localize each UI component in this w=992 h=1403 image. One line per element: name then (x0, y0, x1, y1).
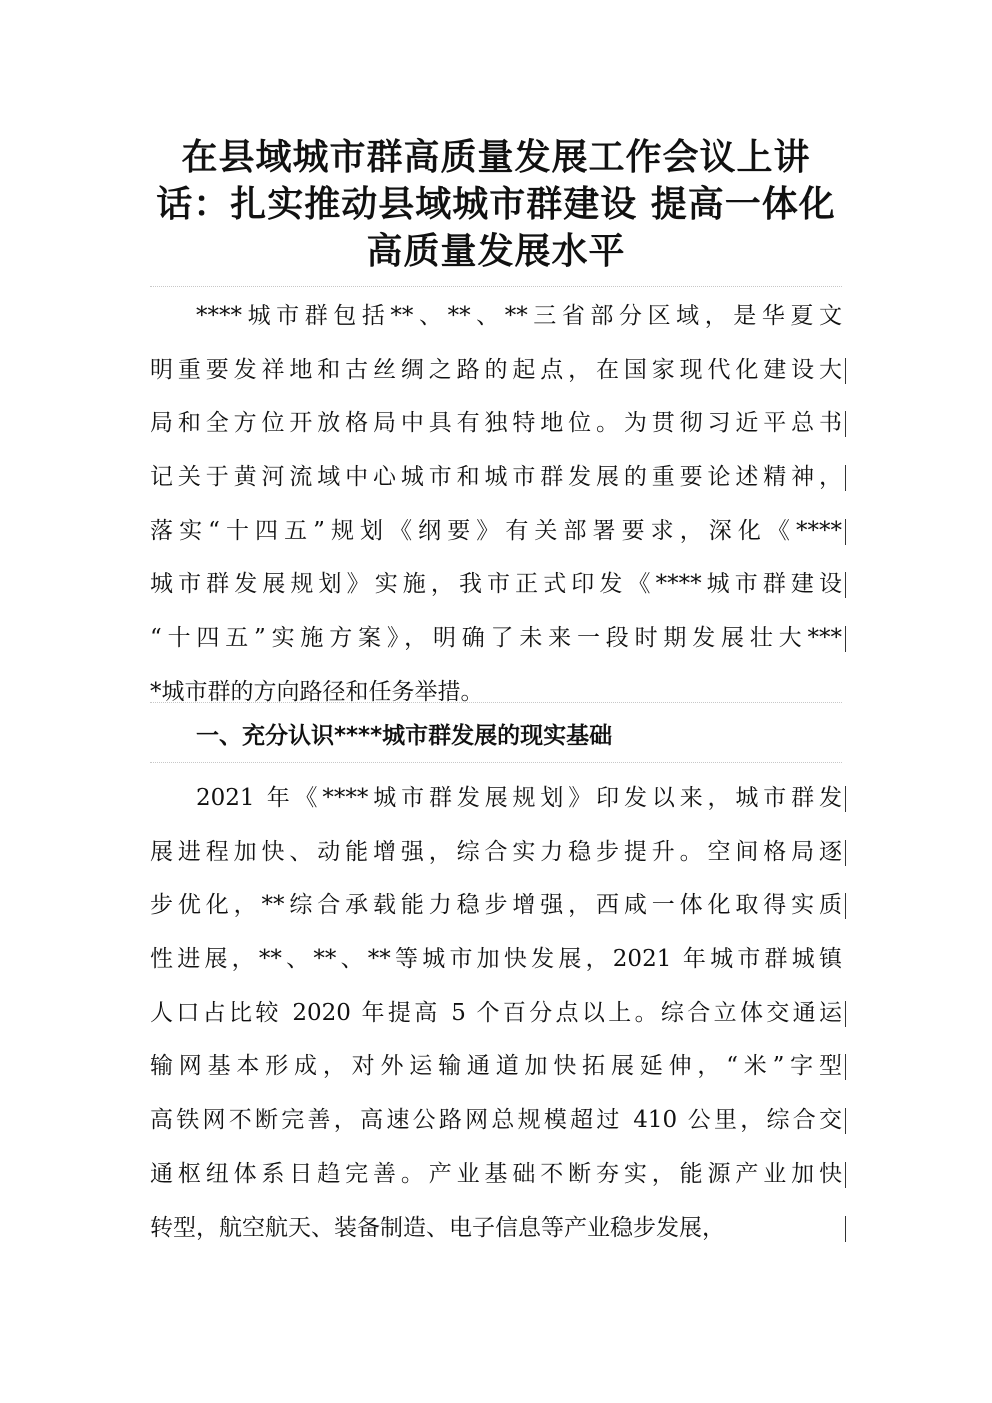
paragraph-line (150, 505, 842, 559)
margin-mark (845, 411, 846, 437)
line-text: 人口占比较 2020 年提高 5 个百分点以上。综合立体交通运 (150, 999, 842, 1026)
margin-mark (845, 893, 846, 919)
title-line: 在县域城市群高质量发展工作会议上讲 (181, 137, 811, 178)
document-title (150, 134, 842, 275)
paragraph-line (150, 772, 842, 826)
line-text: 落实“十四五”规划《纲要》有关部署要求，深化《**** (150, 517, 842, 544)
line-text: 局和全方位开放格局中具有独特地位。为贯彻习近平总书 (150, 410, 842, 437)
paragraph-line (150, 987, 842, 1041)
margin-mark (845, 572, 846, 598)
section-heading: 一、充分认识****城市群发展的现实基础 (196, 723, 613, 749)
paragraph-line (150, 558, 842, 612)
paragraph-line (150, 290, 842, 344)
margin-mark (845, 1054, 846, 1080)
intro-paragraph (150, 290, 842, 720)
paragraph-line (150, 344, 842, 398)
line-text: 通枢纽体系日趋完善。产业基础不断夯实，能源产业加快 (150, 1160, 842, 1187)
margin-mark (845, 358, 846, 384)
line-text: *城市群的方向路径和任务举措。 (150, 678, 484, 705)
paragraph-line (150, 451, 842, 505)
line-text: 输网基本形成，对外运输通道加快拓展延伸，“米”字型 (150, 1053, 842, 1080)
line-text: “十四五”实施方案》，明确了未来一段时期发展壮大*** (150, 625, 842, 652)
line-text: 转型，航空航天、装备制造、电子信息等产业稳步发展， (150, 1214, 725, 1241)
margin-mark (845, 786, 846, 812)
text-boundary-rule (150, 702, 842, 703)
line-text: 性进展，**、**、**等城市加快发展，2021 年城市群城镇 (150, 946, 842, 973)
margin-mark (845, 465, 846, 491)
line-text: 明重要发祥地和古丝绸之路的起点，在国家现代化建设大 (150, 356, 842, 383)
paragraph-line (150, 1040, 842, 1094)
margin-mark (845, 840, 846, 866)
line-text: 高铁网不断完善，高速公路网总规模超过 410 公里，综合交 (150, 1107, 842, 1134)
line-text: ****城市群包括**、**、**三省部分区域，是华夏文 (196, 303, 842, 329)
paragraph-line (150, 612, 842, 666)
paragraph-line (150, 1202, 842, 1256)
paragraph-line (150, 397, 842, 451)
text-boundary-rule (150, 762, 842, 763)
margin-mark (845, 1162, 846, 1188)
paragraph-line (150, 879, 842, 933)
paragraph-line (150, 1148, 842, 1202)
title-line: 高质量发展水平 (366, 231, 626, 272)
line-text: 2021 年《****城市群发展规划》印发以来，城市群发 (196, 785, 842, 811)
title-line: 话：扎实推动县域城市群建设 提高一体化 (156, 184, 836, 225)
line-text: 步优化，**综合承载能力稳步增强，西咸一体化取得实质 (150, 892, 842, 919)
paragraph-line (150, 826, 842, 880)
body-paragraph (150, 772, 842, 1255)
text-boundary-rule (150, 286, 842, 287)
line-text: 记关于黄河流域中心城市和城市群发展的重要论述精神， (150, 464, 842, 491)
margin-mark (845, 519, 846, 545)
paragraph-line (150, 933, 842, 987)
line-text: 展进程加快、动能增强，综合实力稳步提升。空间格局逐 (150, 838, 842, 865)
margin-mark (845, 1001, 846, 1027)
line-text: 城市群发展规划》实施，我市正式印发《****城市群建设 (150, 571, 842, 598)
margin-mark (845, 626, 846, 652)
paragraph-line (150, 666, 842, 720)
paragraph-line (150, 1094, 842, 1148)
margin-mark (845, 1108, 846, 1134)
margin-mark (845, 1216, 846, 1242)
